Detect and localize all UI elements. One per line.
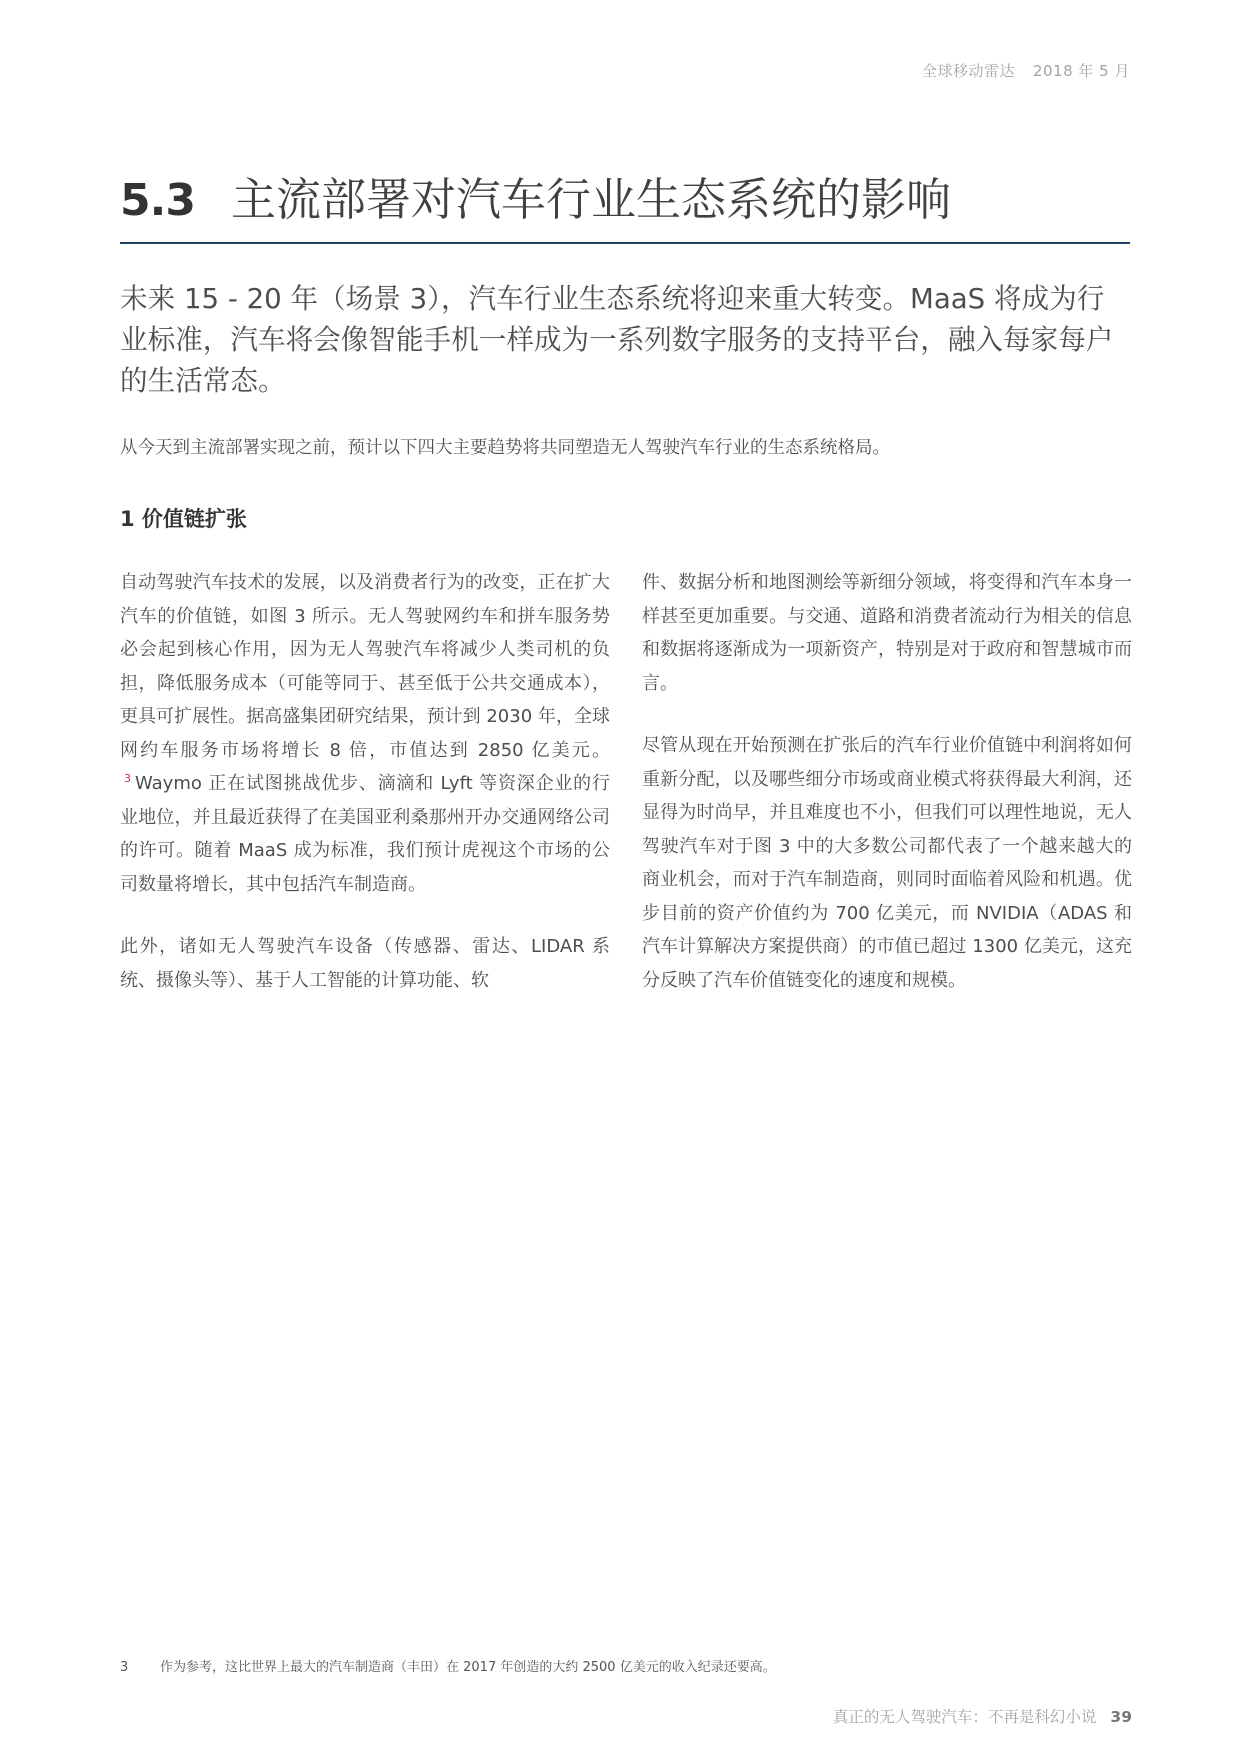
lead-paragraph: 未来 15 - 20 年（场景 3），汽车行业生态系统将迎来重大转变。MaaS 将成为行业标准，汽车将会像智能手机一样成为一系列数字服务的支持平台，融入每家每户的生活常态。 [120, 282, 1114, 397]
footnote-reference[interactable]: 3 [124, 772, 131, 785]
body-text: 自动驾驶汽车技术的发展，以及消费者行为的改变，正在扩大汽车的价值链，如图 3 所示。无人驾驶网约车和拼车服务势必会起到核心作用，因为无人驾驶汽车将减少人类司机的负担，降低服务成本（可能等同于、甚至低于公共交通成本），更具可扩展性。据高盛集团研究结果，预计到 2030 年，全球网约车服务市场将增长 8 倍，市值达到 2850 亿美元。 [120, 572, 610, 761]
body-paragraph: 件、数据分析和地图测绘等新细分领域，将变得和汽车本身一样甚至更加重要。与交通、道路和消费者流动行为相关的信息和数据将逐渐成为一项新资产，特别是对于政府和智慧城市而言。 [642, 572, 1132, 694]
heading-divider [120, 242, 1130, 244]
footnote [120, 1656, 776, 1675]
report-title: 真正的无人驾驶汽车：不再是科幻小说 [832, 1708, 1097, 1726]
subsection-title: 1 价值链扩张 [120, 507, 247, 531]
page-number: 39 [1110, 1708, 1132, 1726]
footnote-text: 作为参考，这比世界上最大的汽车制造商（丰田）在 2017 年创造的大约 2500 亿美元的收入纪录还要高。 [160, 1660, 776, 1675]
running-header [922, 60, 1130, 81]
body-column-right [642, 566, 1132, 1026]
footnote-number: 3 [120, 1660, 129, 1675]
publication-date: 2018 年 5 月 [1032, 62, 1130, 80]
body-paragraph: 尽管从现在开始预测在扩张后的汽车行业价值链中利润将如何重新分配，以及哪些细分市场或商业模式将获得最大利润，还显得为时尚早，并且难度也不小，但我们可以理性地说，无人驾驶汽车对于图 3 中的大多数公司都代表了一个越来越大的商业机会，而对于汽车制造商，则同时面临着风险和机遇。优步目前的资产价值约为 700 亿美元，而 NVIDIA（ADAS 和汽车计算解决方案提供商）的市值已超过 1300 亿美元，这充分反映了汽车价值链变化的速度和规模。 [642, 735, 1132, 991]
body-column-left [120, 566, 610, 1026]
body-text: Waymo 正在试图挑战优步、滴滴和 Lyft 等资深企业的行业地位，并且最近获得了在美国亚利桑那州开办交通网络公司的许可。随着 MaaS 成为标准，我们预计虎视这个市场的公司数量将增长，其中包括汽车制造商。 [120, 773, 610, 895]
publication-name: 全球移动雷达 [921, 62, 1015, 80]
intro-paragraph: 从今天到主流部署实现之前，预计以下四大主要趋势将共同塑造无人驾驶汽车行业的生态系统格局。 [120, 438, 890, 458]
section-title: 主流部署对汽车行业生态系统的影响 [230, 173, 951, 226]
body-paragraph: 此外，诸如无人驾驶汽车设备（传感器、雷达、LIDAR 系统、摄像头等）、基于人工智能的计算功能、软 [120, 936, 610, 991]
running-footer [833, 1705, 1132, 1727]
section-number: 5.3 [120, 175, 195, 226]
section-heading [120, 170, 1130, 234]
body-paragraph [120, 566, 610, 901]
